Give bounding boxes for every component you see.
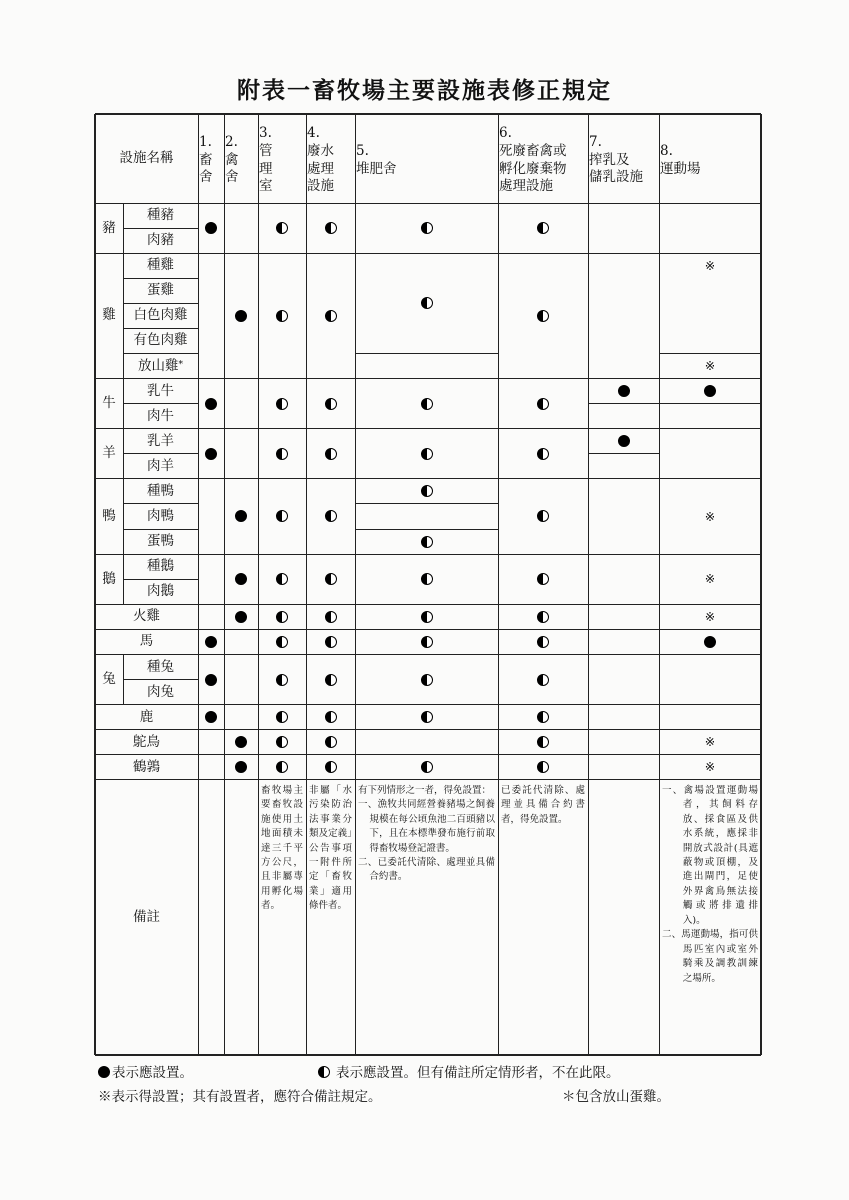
header-col-label: 搾乳及 (589, 151, 630, 168)
species-label (123, 529, 198, 554)
legend-full: 表示應設置。 (98, 1061, 193, 1081)
symbol-cell (659, 379, 761, 404)
symbol-cell (306, 203, 355, 253)
table-rule (95, 378, 761, 379)
filled-circle-icon (235, 736, 247, 748)
species-label (123, 253, 198, 278)
symbol-cell (306, 253, 355, 378)
filled-circle-icon (205, 711, 217, 723)
symbol-cell (258, 554, 306, 604)
half-circle-icon (276, 573, 288, 585)
symbol-cell (258, 604, 306, 629)
half-circle-icon (276, 398, 288, 410)
table-rule (123, 529, 198, 530)
legend-optional: ※表示得設置；其有設置者，應符合備註規定。 (98, 1089, 382, 1105)
table-rule (95, 779, 761, 780)
half-circle-icon (537, 674, 549, 686)
header-col-label: 處理設施 (499, 178, 553, 195)
filled-circle-icon (704, 636, 716, 648)
header-col-label: 堆肥舍 (356, 160, 397, 177)
header-col-label: 儲乳設施 (589, 169, 643, 186)
group-label: 牛 (102, 395, 116, 412)
half-circle-icon (325, 510, 337, 522)
symbol-cell (224, 730, 258, 755)
table-rule (123, 228, 198, 229)
half-circle-icon (421, 636, 433, 648)
table-rule (95, 478, 761, 479)
species-label: 鶴鶉 (133, 758, 160, 775)
filled-circle-icon (205, 222, 217, 234)
table-rule (355, 353, 498, 354)
symbol-cell (198, 654, 224, 704)
header-col-label: 孵化廢棄物 (499, 160, 567, 177)
species-label (123, 203, 198, 228)
symbol-cell (258, 379, 306, 429)
symbol-cell (258, 429, 306, 479)
half-circle-icon (421, 711, 433, 723)
half-circle-icon (325, 736, 337, 748)
table-rule (95, 629, 761, 630)
remarks-c4: 非屬「水污染防治法事業分類及定義」公告事項一附件所定「畜牧業」適用條件者。 (309, 784, 352, 912)
table-rule (659, 114, 660, 1055)
group-label: 豬 (102, 219, 116, 236)
header-col-5 (355, 114, 498, 203)
half-circle-icon (276, 636, 288, 648)
half-circle-icon (325, 310, 337, 322)
symbol-cell (306, 379, 355, 429)
table-rule (95, 704, 761, 705)
header-col-number: 6. (499, 124, 512, 141)
species-name: 種雞 (147, 257, 174, 274)
species-label (123, 504, 198, 529)
table-rule (355, 529, 498, 530)
symbol-cell (198, 429, 224, 479)
symbol-cell (224, 604, 258, 629)
symbol-cell (258, 203, 306, 253)
symbol-cell (355, 755, 498, 780)
symbol-cell (355, 253, 498, 353)
symbol-cell (224, 253, 258, 378)
symbol-cell (306, 730, 355, 755)
symbol-cell (659, 629, 761, 654)
symbol-cell (258, 629, 306, 654)
symbol-cell (306, 554, 355, 604)
header-col-label: 死廢畜禽或 (499, 142, 567, 159)
table-rule (588, 114, 589, 1055)
table-rule (123, 453, 198, 454)
remarks-item: 二、已委託代清除、處理並具備合約書。 (358, 857, 495, 883)
legend-half: 表示應設置。但有備註所定情形者，不在此限。 (318, 1061, 620, 1081)
half-circle-icon (537, 448, 549, 460)
half-circle-icon (421, 536, 433, 548)
species-name: 乳牛 (147, 382, 174, 399)
species-name: 蛋鴨 (147, 533, 174, 550)
filled-circle-icon (205, 448, 217, 460)
species-label (123, 680, 198, 705)
species-name: 白色肉雞 (133, 307, 188, 324)
species-name: 肉豬 (147, 232, 174, 249)
table-rule (306, 114, 307, 1055)
filled-circle-icon (704, 385, 716, 397)
half-circle-icon (537, 398, 549, 410)
symbol-cell (498, 730, 588, 755)
symbol-cell (306, 479, 355, 554)
header-col-4 (306, 114, 355, 203)
half-circle-icon (325, 711, 337, 723)
header-col-7 (588, 114, 659, 203)
half-circle-icon (318, 1066, 330, 1078)
half-circle-icon (421, 611, 433, 623)
table-rule (95, 604, 761, 605)
half-circle-icon (325, 222, 337, 234)
table-rule (123, 278, 198, 279)
half-circle-icon (421, 297, 433, 309)
remarks-item: 一、漁牧共同經營養豬場之飼養規模在每公頃魚池二百頭豬以下，且在本標準發布施行前取得畜牧場登記證書。 (358, 799, 495, 854)
table-rule (588, 453, 659, 454)
table-rule (123, 579, 198, 580)
table-rule (760, 114, 761, 1055)
half-circle-icon (276, 310, 288, 322)
header-col-label: 舍 (225, 169, 239, 186)
species-name: 種兔 (147, 658, 174, 675)
reference-mark-icon: ※ (704, 759, 716, 775)
half-circle-icon (325, 636, 337, 648)
header-name-cell: 設施名稱 (119, 150, 174, 167)
species-label: 火雞 (133, 608, 160, 625)
symbol-cell (498, 604, 588, 629)
symbol-cell (659, 479, 761, 554)
half-circle-icon (421, 761, 433, 773)
species-label (123, 479, 198, 504)
half-circle-icon (276, 736, 288, 748)
header-col-label: 禽 (225, 151, 239, 168)
header-col-6 (498, 114, 588, 203)
symbol-cell (258, 705, 306, 730)
table-rule (123, 353, 198, 354)
table-rule (224, 114, 225, 1055)
header-col-label: 舍 (199, 169, 213, 186)
symbol-cell (498, 629, 588, 654)
species-name: 肉羊 (147, 457, 174, 474)
symbol-cell (355, 529, 498, 554)
symbol-cell (355, 654, 498, 704)
species-label: 馬 (139, 633, 154, 650)
symbol-cell (659, 353, 761, 378)
symbol-cell (498, 479, 588, 554)
filled-circle-icon (205, 674, 217, 686)
half-circle-icon (537, 573, 549, 585)
symbol-cell (258, 730, 306, 755)
table-rule (95, 203, 761, 204)
half-circle-icon (325, 761, 337, 773)
remarks-item: 二、馬運動場，指可供馬匹室內或室外騎乘及調教訓練之場所。 (662, 929, 758, 984)
table-rule (123, 403, 198, 404)
reference-mark-icon: ※ (704, 358, 716, 374)
half-circle-icon (276, 510, 288, 522)
table-rule (659, 253, 761, 254)
remarks-c3: 畜牧場主要畜牧設施使用土地面積未達三千平方公尺，且非屬專用孵化場者。 (261, 784, 303, 912)
header-col-label: 理 (259, 160, 273, 177)
table-rule (123, 479, 124, 554)
symbol-cell (659, 755, 761, 780)
reference-mark-icon: ※ (704, 571, 716, 587)
symbol-cell (498, 654, 588, 704)
remarks-c6: 已委託代清除、處理並具備合約書者，得免設置。 (501, 784, 585, 825)
group-label: 鴨 (102, 508, 116, 525)
half-circle-icon (276, 711, 288, 723)
reference-mark-icon: ※ (704, 508, 716, 524)
half-circle-icon (421, 222, 433, 234)
half-circle-icon (276, 761, 288, 773)
symbol-cell (224, 755, 258, 780)
header-col-1 (198, 114, 224, 203)
species-label (123, 379, 198, 404)
page-title: 附表一畜牧場主要設施表修正規定 (237, 77, 612, 104)
half-circle-icon (325, 398, 337, 410)
filled-circle-icon (618, 435, 630, 447)
table-rule (95, 428, 761, 429)
half-circle-icon (276, 222, 288, 234)
symbol-cell (498, 253, 588, 378)
symbol-cell (258, 755, 306, 780)
half-circle-icon (276, 611, 288, 623)
group-label: 雞 (102, 307, 116, 324)
symbol-cell (258, 654, 306, 704)
half-circle-icon (537, 761, 549, 773)
symbol-cell (198, 705, 224, 730)
symbol-cell (498, 379, 588, 429)
footnote-star: * (178, 360, 183, 371)
remarks-c8 (659, 784, 761, 1053)
header-col-label: 室 (259, 178, 273, 195)
group-label: 羊 (102, 445, 116, 462)
species-name: 肉兔 (147, 683, 174, 700)
symbol-cell (306, 629, 355, 654)
symbol-cell (258, 253, 306, 378)
symbol-cell (355, 379, 498, 429)
symbol-cell (498, 755, 588, 780)
half-circle-icon (421, 448, 433, 460)
group-label: 兔 (102, 671, 116, 688)
filled-circle-icon (618, 385, 630, 397)
species-name: 種鴨 (147, 482, 174, 499)
symbol-cell (588, 379, 659, 404)
header-col-label: 處理 (307, 160, 334, 177)
header-col-number: 4. (307, 124, 320, 141)
symbol-cell (306, 604, 355, 629)
symbol-cell (355, 554, 498, 604)
species-label (123, 353, 198, 378)
header-col-label: 設施 (307, 178, 334, 195)
header-col-number: 8. (660, 142, 673, 159)
header-col-number: 1. (199, 133, 212, 150)
half-circle-icon (325, 573, 337, 585)
table-rule (123, 328, 198, 329)
species-label (123, 579, 198, 604)
remarks-item: 一、禽場設置運動場者，其飼料存放、採食區及供水系統，應採非開放式設計(具遮蔽物或頂棚，及進出閘門，足使外界禽鳥無法接觸或將排遺排入)。 (662, 784, 758, 926)
table-rule (198, 114, 199, 1055)
table-rule (588, 403, 761, 404)
half-circle-icon (325, 674, 337, 686)
remarks-c5 (355, 784, 498, 1053)
filled-circle-icon (235, 611, 247, 623)
half-circle-icon (537, 736, 549, 748)
symbol-cell (498, 705, 588, 730)
header-col-label: 管 (259, 142, 273, 159)
half-circle-icon (421, 674, 433, 686)
symbol-cell (355, 629, 498, 654)
symbol-cell (224, 554, 258, 604)
species-label (123, 429, 198, 454)
species-name: 蛋雞 (147, 282, 174, 299)
header-col-label: 畜 (199, 151, 213, 168)
filled-circle-icon (205, 398, 217, 410)
symbol-cell (355, 479, 498, 504)
table-rule (498, 114, 499, 1055)
symbol-cell (498, 554, 588, 604)
symbol-cell (659, 730, 761, 755)
symbol-cell (355, 604, 498, 629)
species-label: 鹿 (139, 708, 154, 725)
symbol-cell (306, 654, 355, 704)
table-rule (123, 253, 124, 378)
symbol-cell (659, 604, 761, 629)
species-label: 鴕鳥 (133, 733, 160, 750)
symbol-cell (198, 203, 224, 253)
table-rule (95, 654, 761, 655)
table-rule (95, 754, 761, 755)
symbol-cell (306, 705, 355, 730)
species-label (123, 554, 198, 579)
filled-circle-icon (205, 636, 217, 648)
filled-circle-icon (235, 510, 247, 522)
half-circle-icon (537, 222, 549, 234)
header-col-8 (659, 114, 761, 203)
table-rule (123, 303, 198, 304)
species-name: 乳羊 (147, 432, 174, 449)
remarks-intro: 有下列情形之一者，得免設置： (358, 784, 492, 796)
half-circle-icon (276, 674, 288, 686)
table-rule (95, 729, 761, 730)
table-rule (123, 503, 198, 504)
filled-circle-icon (235, 761, 247, 773)
symbol-cell (198, 379, 224, 429)
species-label (123, 404, 198, 429)
filled-circle-icon (235, 573, 247, 585)
group-label: 鵝 (102, 570, 116, 587)
species-label (123, 654, 198, 679)
header-col-number: 2. (225, 133, 238, 150)
table-rule (659, 353, 761, 354)
species-label (123, 278, 198, 303)
symbol-cell (355, 429, 498, 479)
species-label (123, 228, 198, 253)
species-name: 種豬 (147, 207, 174, 224)
half-circle-icon (537, 611, 549, 623)
symbol-cell (306, 429, 355, 479)
header-col-label: 運動場 (660, 160, 701, 177)
reference-mark-icon: ※ (704, 734, 716, 750)
half-circle-icon (276, 448, 288, 460)
half-circle-icon (537, 510, 549, 522)
table-rule (355, 503, 498, 504)
symbol-cell (498, 429, 588, 479)
table-rule (95, 1054, 761, 1055)
header-col-number: 7. (589, 133, 602, 150)
half-circle-icon (325, 448, 337, 460)
filled-circle-icon (98, 1066, 110, 1078)
table-rule (355, 114, 356, 1055)
symbol-cell (588, 429, 659, 454)
legend-star: ＊包含放山蛋雞。 (562, 1089, 670, 1105)
symbol-cell (258, 479, 306, 554)
half-circle-icon (537, 636, 549, 648)
reference-mark-icon: ※ (704, 257, 716, 273)
filled-circle-icon (235, 310, 247, 322)
species-label (123, 328, 198, 353)
reference-mark-icon: ※ (704, 608, 716, 624)
symbol-cell (355, 203, 498, 253)
half-circle-icon (421, 573, 433, 585)
symbol-cell (306, 755, 355, 780)
symbol-cell (659, 554, 761, 604)
header-col-3 (258, 114, 306, 203)
species-name: 有色肉雞 (133, 332, 188, 349)
species-name: 肉牛 (147, 407, 174, 424)
species-name: 放山雞 (138, 357, 179, 374)
species-label (123, 454, 198, 479)
half-circle-icon (537, 310, 549, 322)
species-name: 種鵝 (147, 558, 174, 575)
header-col-number: 3. (259, 124, 272, 141)
header-col-number: 5. (356, 142, 369, 159)
table-rule (258, 114, 259, 1055)
symbol-cell (224, 479, 258, 554)
remarks-label: 備註 (133, 908, 160, 925)
table-rule (123, 679, 198, 680)
symbol-cell (198, 629, 224, 654)
header-col-2 (224, 114, 258, 203)
symbol-cell (498, 203, 588, 253)
half-circle-icon (421, 398, 433, 410)
table-rule (95, 554, 761, 555)
half-circle-icon (421, 485, 433, 497)
species-name: 肉鴨 (147, 508, 174, 525)
table-rule (95, 113, 761, 114)
half-circle-icon (537, 711, 549, 723)
species-label (123, 303, 198, 328)
symbol-cell (355, 705, 498, 730)
species-name: 肉鵝 (147, 583, 174, 600)
symbol-cell (659, 253, 761, 278)
header-col-label: 廢水 (307, 142, 334, 159)
table-rule (94, 114, 95, 1055)
half-circle-icon (325, 611, 337, 623)
